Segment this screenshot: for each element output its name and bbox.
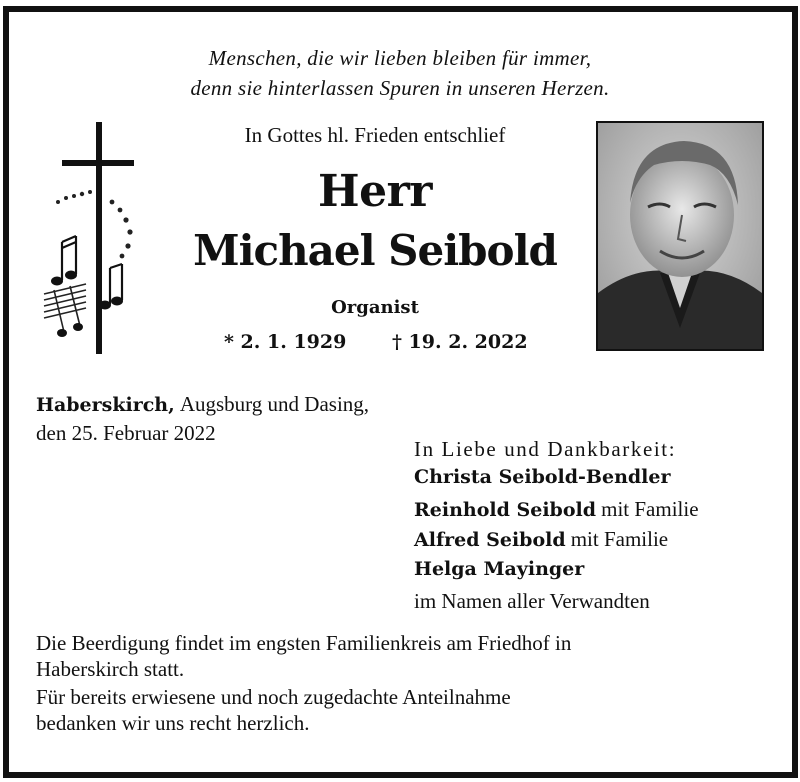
place-town: Haberskirch, [36, 394, 175, 416]
quote-line-2: denn sie hinterlassen Spuren in unseren Herzen. [190, 76, 610, 100]
deceased-role: Organist [331, 297, 419, 318]
mourner-name: Christa Seibold-Bendler [414, 466, 671, 488]
mourner-suffix: mit Familie [601, 497, 699, 521]
place-date: den 25. Februar 2022 [36, 421, 216, 445]
place-line [36, 392, 369, 417]
mourner-item [414, 558, 584, 580]
notice-line-1: Die Beerdigung findet im engsten Familienkreis am Friedhof in [36, 631, 572, 655]
portrait-photo [596, 121, 764, 351]
mourners-intro: In Liebe und Dankbarkeit: [414, 437, 677, 461]
cross-with-music-notes-icon [30, 118, 160, 358]
notice-line-2: Haberskirch statt. [36, 657, 185, 681]
place-towns-rest: Augsburg und Dasing, [179, 392, 370, 416]
mourner-item [414, 527, 668, 552]
quote-line-1: Menschen, die wir lieben bleiben für immer, [208, 46, 592, 70]
mourner-name: Alfred Seibold [414, 529, 566, 551]
notice-line-3: Für bereits erwiesene und noch zugedachte Anteilnahme [36, 685, 511, 709]
mourner-name: Helga Mayinger [414, 558, 585, 580]
deceased-name: Michael Seibold [193, 226, 557, 275]
intro-text: In Gottes hl. Frieden entschlief [244, 123, 506, 147]
notice-line-4: bedanken wir uns recht herzlich. [36, 711, 310, 735]
mourner-suffix: mit Familie [570, 527, 669, 551]
mourners-closing: im Namen aller Verwandten [414, 589, 650, 613]
mourner-name: Reinhold Seibold [414, 499, 597, 521]
mourner-item [414, 466, 671, 488]
salutation: Herr [318, 166, 432, 217]
mourner-item [414, 497, 699, 522]
birth-date: * 2. 1. 1929 [224, 331, 347, 353]
death-date: † 19. 2. 2022 [392, 331, 528, 353]
